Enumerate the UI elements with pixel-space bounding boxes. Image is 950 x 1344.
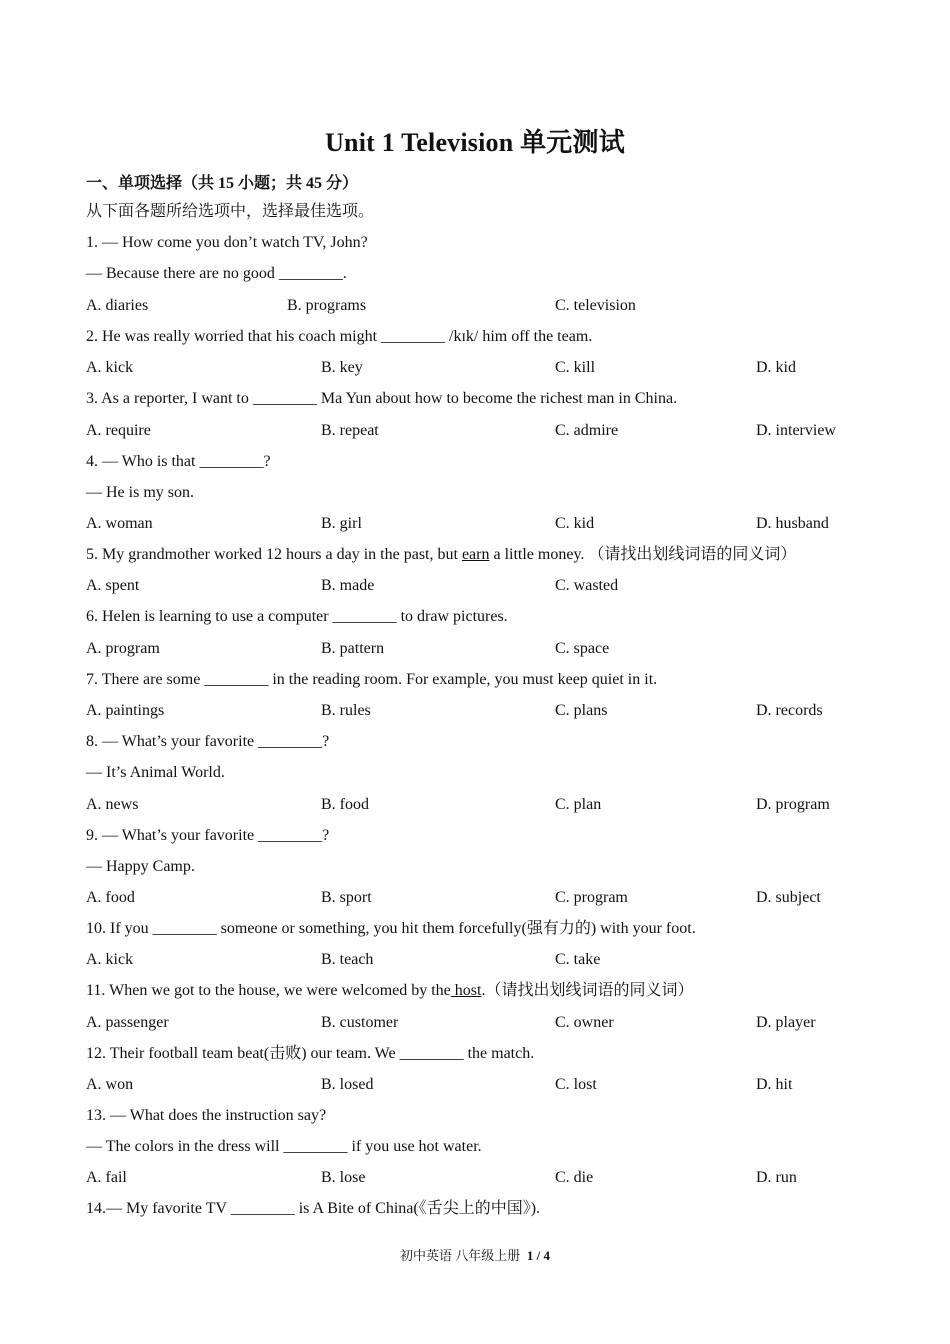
question-14-stem: 14.— My favorite TV ________ is A Bite of China(《舌尖上的中国》). [86,1200,541,1217]
question-12-option-d: D. hit [756,1076,793,1093]
question-10-option-c: C. take [555,951,601,968]
question-7-option-b: B. rules [321,702,371,719]
question-7-option-d: D. records [756,702,823,719]
question-1-stem: 1. — How come you don’t watch TV, John? [86,234,368,251]
question-13-option-b: B. lose [321,1169,366,1186]
question-1-option-a: A. diaries [86,297,149,314]
question-2-option-b: B. key [321,359,363,376]
question-11-stem-pre: 11. When we got to the house, we were welcomed by the [86,982,451,999]
question-3-stem: 3. As a reporter, I want to ________ Ma Yun about how to become the richest man in China. [86,390,678,407]
question-6-option-c: C. space [555,640,610,657]
question-5-option-b: B. made [321,577,375,594]
question-1-response: — Because there are no good ________. [86,265,347,282]
question-9-response: — Happy Camp. [86,858,195,875]
question-12-stem: 12. Their football team beat(击败) our team. We ________ the match. [86,1045,535,1062]
question-4-option-a: A. woman [86,515,153,532]
question-11-underlined-word: host [450,982,482,999]
footer-page-total: 4 [543,1248,550,1263]
question-4-response: — He is my son. [86,484,194,501]
question-12-option-b: B. losed [321,1076,374,1093]
question-9-option-d: D. subject [756,889,821,906]
question-9-option-a: A. food [86,889,135,906]
question-3-option-b: B. repeat [321,422,379,439]
question-12-option-c: C. lost [555,1076,597,1093]
question-4-option-d: D. husband [756,515,829,532]
section-heading: 一、单项选择（共 15 小题；共 45 分） [86,175,359,192]
question-5-stem-pre: 5. My grandmother worked 12 hours a day in the past, but [86,546,462,563]
question-5-stem [86,545,796,565]
question-6-stem: 6. Helen is learning to use a computer ________ to draw pictures. [86,608,508,625]
question-8-option-b: B. food [321,796,369,813]
footer-page-current: 1 [526,1248,534,1263]
question-1-option-b: B. programs [287,297,367,314]
question-11-stem [86,981,693,1001]
question-4-option-c: C. kid [555,515,595,532]
question-6-option-a: A. program [86,640,160,657]
question-7-stem: 7. There are some ________ in the reading room. For example, you must keep quiet in it. [86,671,658,688]
footer-page-separator: / [536,1248,541,1263]
question-5-option-c: C. wasted [555,577,619,594]
document-title: Unit 1 Television 单元测试 [325,128,625,157]
question-7-option-a: A. paintings [86,702,165,719]
question-10-stem: 10. If you ________ someone or something, you hit them forcefully(强有力的) with your foot. [86,920,696,937]
page-footer [0,1245,950,1264]
question-6-option-b: B. pattern [321,640,385,657]
footer-label: 初中英语 八年级上册 [400,1248,521,1263]
question-4-stem: 4. — Who is that ________? [86,453,271,470]
question-7-option-c: C. plans [555,702,608,719]
question-8-option-d: D. program [756,796,830,813]
question-13-response: — The colors in the dress will ________ if you use hot water. [86,1138,482,1155]
question-2-option-d: D. kid [756,359,796,376]
question-9-stem: 9. — What’s your favorite ________? [86,827,330,844]
question-5-underlined-word: earn [461,546,490,563]
question-11-option-b: B. customer [321,1014,399,1031]
question-2-option-c: C. kill [555,359,596,376]
question-8-stem: 8. — What’s your favorite ________? [86,733,330,750]
question-10-option-b: B. teach [321,951,374,968]
question-2-option-a: A. kick [86,359,134,376]
question-8-option-c: C. plan [555,796,602,813]
question-12-option-a: A. won [86,1076,134,1093]
section-instruction: 从下面各题所给选项中，选择最佳选项。 [86,203,375,220]
question-11-option-d: D. player [756,1014,816,1031]
question-5-option-a: A. spent [86,577,140,594]
question-9-option-b: B. sport [321,889,372,906]
question-8-option-a: A. news [86,796,139,813]
question-3-option-d: D. interview [756,422,836,439]
question-8-response: — It’s Animal World. [86,764,225,781]
question-11-option-a: A. passenger [86,1014,169,1031]
question-5-stem-post: a little money. （请找出划线词语的同义词） [489,546,797,563]
question-9-option-c: C. program [555,889,628,906]
question-2-stem: 2. He was really worried that his coach might ________ /kɪk/ him off the team. [86,328,593,345]
question-11-option-c: C. owner [555,1014,614,1031]
question-1-option-c: C. television [555,297,636,314]
question-13-option-c: C. die [555,1169,594,1186]
question-4-option-b: B. girl [321,515,362,532]
question-11-stem-post: .（请找出划线词语的同义词） [481,982,694,999]
question-13-option-d: D. run [756,1169,797,1186]
question-10-option-a: A. kick [86,951,134,968]
question-13-option-a: A. fail [86,1169,127,1186]
question-3-option-a: A. require [86,422,151,439]
question-13-stem: 13. — What does the instruction say? [86,1107,327,1124]
question-3-option-c: C. admire [555,422,619,439]
